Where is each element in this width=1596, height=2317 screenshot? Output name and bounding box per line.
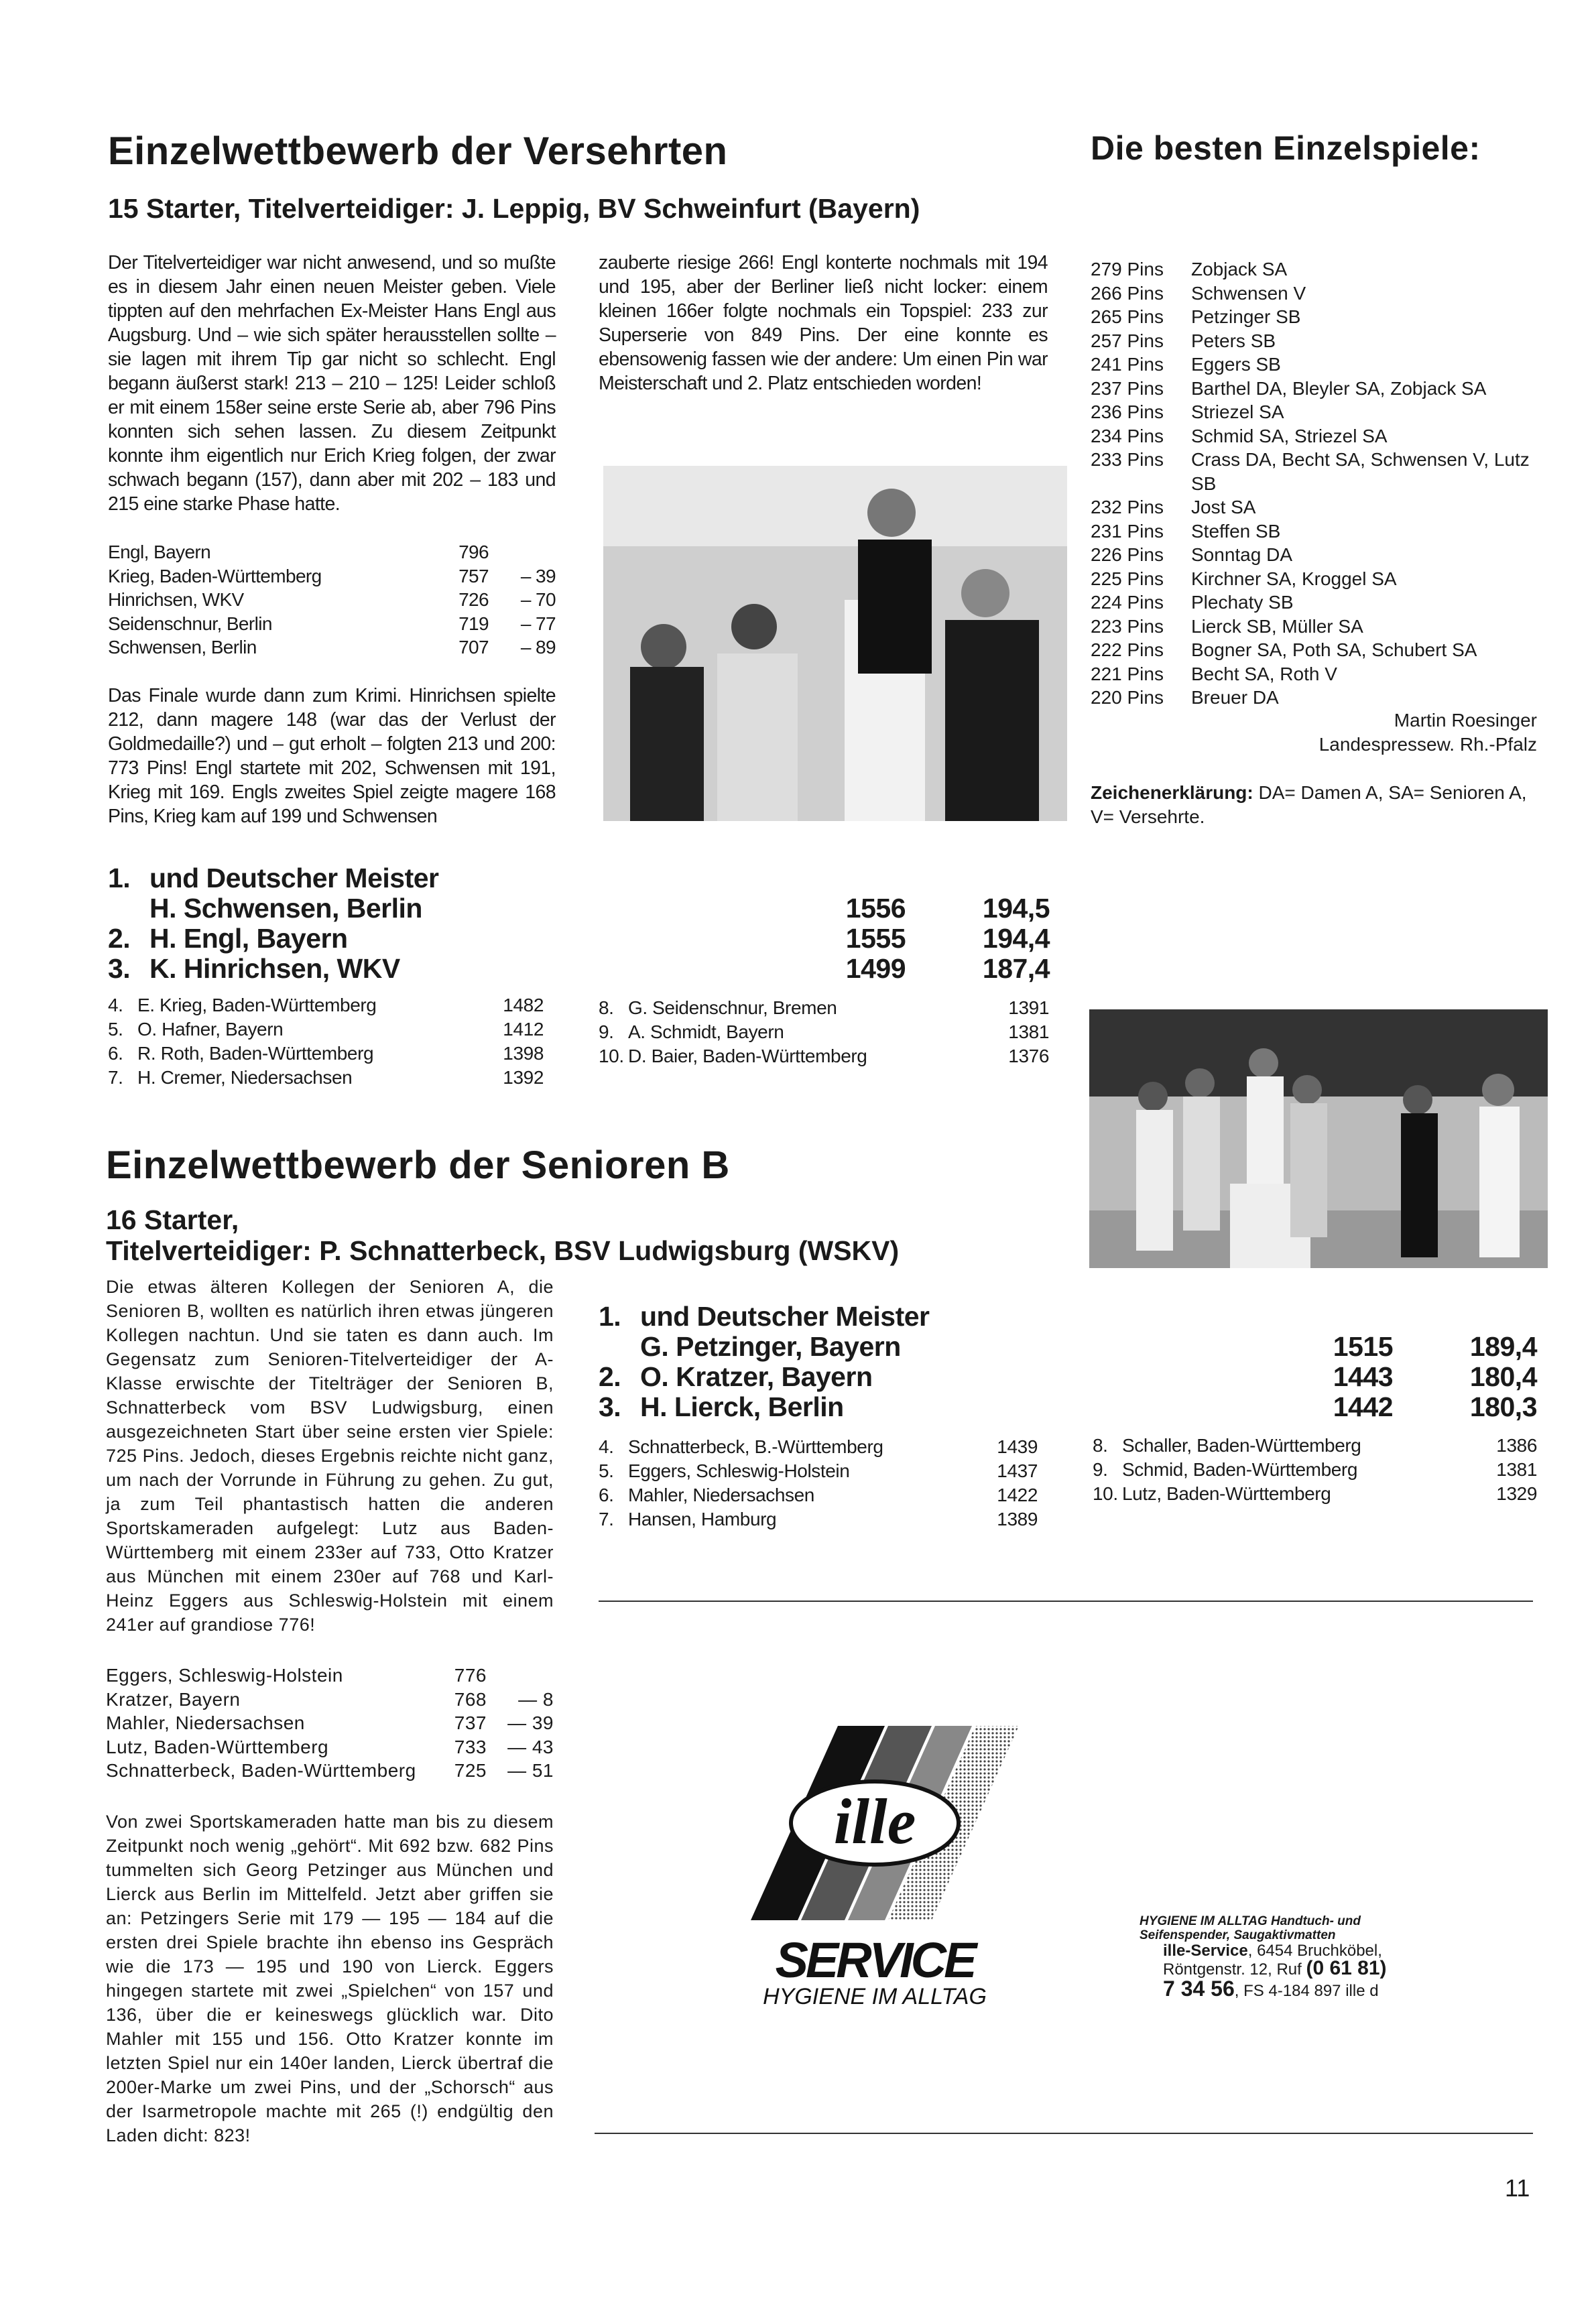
podium-name: G. Petzinger, Bayern — [640, 1331, 901, 1362]
best-game-names: Steffen SB — [1191, 520, 1281, 542]
best-game-pins: 265 Pins — [1091, 306, 1164, 327]
standing-pins: 768 — [454, 1688, 487, 1710]
standing-name: Lutz, Baden-Württemberg — [106, 1736, 329, 1757]
podium-average: 180,4 — [1469, 1361, 1537, 1392]
logo-ille-text: ille — [833, 1786, 916, 1857]
result-row — [599, 1483, 1038, 1507]
podium-score: 1442 — [1333, 1391, 1393, 1422]
best-game-names: Peters SB — [1191, 330, 1276, 351]
ad-phone-prefix: (0 61 81) — [1306, 1957, 1387, 1979]
ad-line: Röntgenstr. 12, Ruf — [1163, 1960, 1306, 1979]
standing-row — [108, 612, 556, 636]
result-name: Eggers, Schleswig-Holstein — [628, 1460, 850, 1481]
podium-row — [599, 1332, 1537, 1362]
podium-rank — [108, 893, 149, 924]
article2-title: Einzelwettbewerb der Senioren B — [106, 1143, 730, 1187]
standing-pins: 757 — [458, 565, 489, 586]
podium-average — [906, 863, 1050, 893]
article1-paragraph: zauberte riesige 266! Engl konterte nochmals mit 194 und 195, aber der Berliner ließ nicht locker: einem kleinen 166er folgte nochmals ein Topspiel: 233 zur Superserie von 849 Pins. Der eine konnte es ebensowenig fassen wie der andere: Um einen Pin war Meisterschaft und 2. Platz entschieden worden! — [599, 252, 1048, 394]
standing-diff: – 70 — [520, 589, 556, 610]
best-game-names: Bogner SA, Poth SA, Schubert SA — [1191, 639, 1477, 660]
standing-pins: 726 — [458, 589, 489, 610]
result-name: Mahler, Niedersachsen — [628, 1485, 814, 1505]
result-rank: 8. — [599, 997, 614, 1018]
best-game-row — [1091, 662, 1540, 686]
article1-title: Einzelwettbewerb der Versehrten — [108, 129, 728, 173]
result-name: G. Seidenschnur, Bremen — [628, 997, 837, 1018]
result-row — [599, 1435, 1038, 1459]
podium-row — [599, 1392, 1537, 1422]
divider — [599, 1601, 1533, 1602]
best-game-row — [1091, 519, 1540, 544]
best-game-pins: 236 Pins — [1091, 401, 1164, 422]
standing-diff: — 39 — [507, 1712, 554, 1733]
ille-logo-graphic — [737, 1719, 1026, 2007]
result-name: Hansen, Hamburg — [628, 1509, 777, 1529]
legend-text: DA= Damen A, SA= Senioren A, V= Versehrte. — [1091, 782, 1527, 827]
legend-label: Zeichenerklärung: — [1091, 782, 1253, 803]
best-game-pins: 257 Pins — [1091, 330, 1164, 351]
podium-rank: 1. — [108, 863, 131, 893]
result-row — [599, 1020, 1049, 1044]
best-game-row — [1091, 400, 1540, 424]
standing-name: Seidenschnur, Berlin — [108, 613, 272, 634]
podium-rank: 2. — [108, 923, 131, 954]
best-game-row — [1091, 686, 1540, 710]
best-game-names: Eggers SB — [1191, 354, 1281, 375]
result-rank: 9. — [1093, 1459, 1108, 1480]
result-score: 1381 — [1496, 1459, 1537, 1480]
best-game-pins: 234 Pins — [1091, 425, 1164, 446]
article2-results-left — [599, 1435, 1038, 1531]
result-rank: 5. — [108, 1019, 123, 1040]
best-game-names: Kirchner SA, Kroggel SA — [1191, 568, 1397, 589]
standing-name: Eggers, Schleswig-Holstein — [106, 1665, 343, 1686]
podium-name: H. Engl, Bayern — [149, 923, 348, 954]
best-game-row — [1091, 329, 1540, 353]
best-game-row — [1091, 353, 1540, 377]
best-game-pins: 237 Pins — [1091, 377, 1164, 399]
ad-line: , 6454 Bruchköbel, — [1247, 1942, 1382, 1960]
ad-line: , FS 4-184 897 ille d — [1234, 1982, 1379, 2000]
standing-name: Engl, Bayern — [108, 542, 211, 562]
ille-service-logo — [737, 1719, 1026, 2007]
article1-column-left — [108, 251, 556, 853]
logo-service-text: SERVICE — [775, 1932, 975, 1988]
podium-name: und Deutscher Meister — [149, 863, 439, 893]
best-game-names: Breuer DA — [1191, 687, 1279, 708]
best-game-names: Plechaty SB — [1191, 592, 1294, 613]
article1-paragraph: Das Finale wurde dann zum Krimi. Hinrichsen spielte 212, dann magere 148 (war das der Verlust der Goldmedaille?) und – gut erholt – folgten 213 und 200: 773 Pins! Engl startete mit 202, Schwensen mit 191, Krieg mit 169. Engls zweites Spiel zeigte magere 168 Pins, Krieg kam auf 199 und Schwensen — [108, 684, 556, 827]
podium-row — [108, 863, 1050, 893]
podium-rank: 3. — [108, 953, 131, 984]
result-name: H. Cremer, Niedersachsen — [137, 1067, 353, 1088]
result-name: Schmid, Baden-Württemberg — [1122, 1459, 1358, 1480]
best-game-pins: 223 Pins — [1091, 615, 1164, 637]
podium-score — [1312, 1302, 1393, 1332]
result-row — [599, 1459, 1038, 1483]
standing-row — [106, 1711, 554, 1735]
best-games-list — [1091, 257, 1540, 710]
best-game-pins: 231 Pins — [1091, 520, 1164, 542]
article1-podium — [108, 863, 1050, 984]
ad-company: ille-Service — [1163, 1942, 1248, 1960]
best-game-pins: 224 Pins — [1091, 592, 1164, 613]
standing-diff — [489, 540, 556, 564]
article2-subtitle-starters: 16 Starter, — [106, 1204, 239, 1235]
best-game-row — [1091, 377, 1540, 401]
podium-row — [599, 1302, 1537, 1332]
best-game-pins: 226 Pins — [1091, 544, 1164, 565]
result-name: Schnatterbeck, B.-Württemberg — [628, 1436, 883, 1457]
best-game-names: Striezel SA — [1191, 401, 1284, 422]
podium-score — [825, 863, 906, 893]
podium-average: 194,4 — [982, 923, 1050, 954]
result-rank: 8. — [1093, 1435, 1108, 1456]
result-name: R. Roth, Baden-Württemberg — [137, 1043, 374, 1064]
best-game-row — [1091, 424, 1540, 448]
best-game-pins: 225 Pins — [1091, 568, 1164, 589]
result-score: 1412 — [503, 1019, 544, 1040]
podium-score: 1515 — [1333, 1331, 1393, 1362]
result-rank: 5. — [599, 1460, 614, 1481]
best-game-names: Schwensen V — [1191, 282, 1306, 304]
best-game-names: Zobjack SA — [1191, 259, 1288, 279]
author-name: Martin Roesinger — [1394, 710, 1537, 731]
podium-name: H. Schwensen, Berlin — [149, 893, 422, 924]
podium-average: 187,4 — [982, 953, 1050, 984]
best-game-names: Jost SA — [1191, 497, 1256, 517]
result-score: 1422 — [997, 1485, 1038, 1505]
result-rank: 7. — [108, 1067, 123, 1088]
podium-name: K. Hinrichsen, WKV — [149, 953, 400, 984]
standing-row — [106, 1759, 554, 1783]
result-score: 1381 — [1008, 1021, 1049, 1042]
result-score: 1398 — [503, 1043, 544, 1064]
best-game-names: Lierck SB, Müller SA — [1191, 615, 1363, 637]
standing-diff: — 8 — [518, 1688, 554, 1710]
ad-phone: 7 34 56 — [1163, 1977, 1235, 2001]
standing-name: Kratzer, Bayern — [106, 1688, 241, 1710]
result-rank: 7. — [599, 1509, 614, 1529]
result-row — [108, 1066, 544, 1090]
best-game-pins: 220 Pins — [1091, 687, 1164, 708]
podium-average: 189,4 — [1469, 1331, 1537, 1362]
standing-row — [108, 540, 556, 564]
award-photo-versehrte — [603, 466, 1067, 821]
result-score: 1391 — [1008, 997, 1049, 1018]
result-row — [108, 1042, 544, 1066]
best-game-names: Schmid SA, Striezel SA — [1191, 425, 1388, 446]
result-row — [1093, 1458, 1537, 1482]
legend — [1091, 781, 1537, 828]
best-game-pins: 222 Pins — [1091, 639, 1164, 660]
best-game-pins: 221 Pins — [1091, 663, 1164, 684]
best-game-names: Crass DA, Becht SA, Schwensen V, Lutz SB — [1191, 449, 1530, 494]
standing-row — [106, 1688, 554, 1712]
podium-name: O. Kratzer, Bayern — [640, 1361, 873, 1392]
standing-row — [108, 635, 556, 660]
standing-row — [106, 1735, 554, 1759]
result-score: 1439 — [997, 1436, 1038, 1457]
result-name: O. Hafner, Bayern — [137, 1019, 284, 1040]
podium-average — [1393, 1302, 1537, 1332]
standing-name: Schnatterbeck, Baden-Württemberg — [106, 1760, 416, 1781]
best-game-row — [1091, 638, 1540, 662]
photo-image — [603, 466, 1067, 821]
result-name: Lutz, Baden-Württemberg — [1122, 1483, 1331, 1504]
best-game-pins: 279 Pins — [1091, 259, 1164, 279]
best-game-pins: 241 Pins — [1091, 354, 1164, 375]
podium-score: 1499 — [845, 953, 906, 984]
ad-contact-text — [1140, 1914, 1408, 2001]
article2-column-left — [106, 1275, 554, 2172]
standing-pins: 707 — [458, 637, 489, 657]
logo-slogan: HYGIENE IM ALLTAG — [763, 1984, 987, 2007]
best-game-names: Petzinger SB — [1191, 306, 1301, 327]
article1-subtitle: 15 Starter, Titelverteidiger: J. Leppig, BV Schweinfurt (Bayern) — [108, 193, 920, 224]
best-game-row — [1091, 615, 1540, 639]
best-game-row — [1091, 590, 1540, 615]
article2-standings — [106, 1664, 554, 1783]
result-rank: 9. — [599, 1021, 614, 1042]
result-score: 1329 — [1496, 1483, 1537, 1504]
podium-score: 1443 — [1333, 1361, 1393, 1392]
result-rank: 4. — [599, 1436, 614, 1457]
result-name: A. Schmidt, Bayern — [628, 1021, 784, 1042]
result-rank: 4. — [108, 995, 123, 1015]
standing-name: Mahler, Niedersachsen — [106, 1712, 305, 1733]
ad-line: HYGIENE IM ALLTAG Handtuch- und — [1140, 1914, 1361, 1928]
article1-results-right — [599, 996, 1049, 1068]
photo-image — [1089, 1009, 1548, 1268]
author-role: Landespressew. Rh.-Pfalz — [1318, 733, 1537, 755]
podium-row — [108, 893, 1050, 924]
best-game-row — [1091, 567, 1540, 591]
best-game-names: Barthel DA, Bleyler SA, Zobjack SA — [1191, 377, 1487, 399]
podium-average: 180,3 — [1469, 1391, 1537, 1422]
podium-row — [108, 954, 1050, 984]
result-score: 1376 — [1008, 1046, 1049, 1066]
standing-pins: 719 — [458, 613, 489, 634]
podium-rank: 3. — [599, 1391, 621, 1422]
podium-row — [108, 924, 1050, 954]
standing-diff: — 43 — [507, 1736, 554, 1757]
article2-paragraph: Von zwei Sportskameraden hatte man bis zu diesem Zeitpunkt noch wenig „gehört“. Mit 692 bzw. 682 Pins tummelten sich Georg Petzinger aus München und Lierck aus Berlin im Mittelfeld. Jetzt aber griffen sie an: Petzingers Serie mit 179 — 195 — 184 auf die ersten drei Spiele brachte ihn ebenso ins Gespräch wie die 173 — 195 und 190 von Lierck. Eggers hingegen startete mit zwei „Spielchen“ von 157 und 136, über die er keineswegs glücklich war. Dito Mahler mit 155 und 156. Otto Kratzer konnte im letzten Spiel nur ein 140er landen, Lierck übertraf die 200er-Marke um zwei Pins, und der „Schorsch“ aus der Isarmetropole machte mit 265 (!) endgültig den Laden dicht: 823! — [106, 1811, 554, 2145]
result-rank: 6. — [599, 1485, 614, 1505]
standing-diff: – 89 — [520, 637, 556, 657]
best-game-row — [1091, 257, 1540, 281]
podium-average: 194,5 — [982, 893, 1050, 924]
standing-diff: – 39 — [520, 565, 556, 586]
standing-name: Schwensen, Berlin — [108, 637, 257, 657]
author-block — [1091, 708, 1537, 756]
result-score: 1482 — [503, 995, 544, 1015]
best-game-pins: 232 Pins — [1091, 497, 1164, 517]
result-score: 1389 — [997, 1509, 1038, 1529]
standing-name: Krieg, Baden-Württemberg — [108, 565, 322, 586]
standing-pins: 733 — [454, 1736, 487, 1757]
result-score: 1437 — [997, 1460, 1038, 1481]
award-photo-senioren — [1089, 1009, 1548, 1268]
best-games-title: Die besten Einzelspiele: — [1091, 129, 1481, 167]
standing-pins: 725 — [454, 1760, 487, 1781]
article1-paragraph: Der Titelverteidiger war nicht anwesend, und so mußte es in diesem Jahr einen neuen Meister geben. Viele tippten auf den mehrfachen Ex-Meister Hans Engl aus Augsburg. Und – wie sich später herausstellen sollte – sie lagen mit ihrem Tip gar nicht so schlecht. Engl begann äußerst stark! 213 – 210 – 125! Leider schloß er mit einem 158er seine erste Serie ab, aber 796 Pins konnten sich sehen lassen. Zu diesem Zeitpunkt konnte ihm eigentlich nur Erich Krieg folgen, der zwar schwach begann (157), dann aber mit 202 – 183 und 215 eine starke Phase hatte. — [108, 252, 556, 515]
article1-column-middle — [599, 251, 1048, 420]
result-row — [1093, 1434, 1537, 1458]
best-game-row — [1091, 448, 1540, 495]
result-row — [599, 1507, 1038, 1531]
result-name: Schaller, Baden-Württemberg — [1122, 1435, 1361, 1456]
best-game-pins: 233 Pins — [1091, 449, 1164, 470]
standing-row — [106, 1664, 554, 1688]
podium-rank: 2. — [599, 1361, 621, 1392]
standing-name: Hinrichsen, WKV — [108, 589, 244, 610]
best-game-names: Sonntag DA — [1191, 544, 1292, 565]
podium-rank — [599, 1332, 640, 1362]
article2-subtitle-defender: Titelverteidiger: P. Schnatterbeck, BSV Ludwigsburg (WSKV) — [106, 1235, 900, 1266]
article2-results-right — [1093, 1434, 1537, 1506]
article2-podium — [599, 1302, 1537, 1422]
result-row — [599, 1044, 1049, 1068]
standing-pins: 737 — [454, 1712, 487, 1733]
ad-line: Seifenspender, Saugaktivmatten — [1140, 1928, 1336, 1942]
standing-diff: — 51 — [507, 1760, 554, 1781]
standing-pins: 796 — [458, 542, 489, 562]
podium-rank: 1. — [599, 1301, 621, 1332]
podium-name: und Deutscher Meister — [640, 1301, 930, 1332]
divider — [595, 2133, 1533, 2134]
article1-standings — [108, 540, 556, 660]
best-game-row — [1091, 543, 1540, 567]
best-game-pins: 266 Pins — [1091, 282, 1164, 304]
best-game-row — [1091, 495, 1540, 519]
result-rank: 6. — [108, 1043, 123, 1064]
result-rank: 10. — [599, 1046, 624, 1066]
standing-row — [108, 588, 556, 612]
article1-results-left — [108, 993, 544, 1090]
article2-paragraph: Die etwas älteren Kollegen der Senioren A, die Senioren B, wollten es natürlich ihren etwas jüngeren Kollegen nachtun. Und sie taten es dann auch. Im Gegensatz zum Senioren-Titelverteidiger der A-Klasse erwischte der Titelträger der Senioren B, Schnatterbeck vom BSV Ludwigsburg, einen ausgezeichneten Start über seine ersten vier Spiele: 725 Pins. Jedoch, dieses Ergebnis reichte nicht ganz, um nach der Vorrunde in Führung zu gehen. Zu gut, ja zum Teil phantastisch hatten die anderen Sportskameraden aufgelegt: Lutz aus Baden-Württemberg mit einem 233er auf 733, Otto Kratzer aus München mit einem 230er auf 768 und Karl-Heinz Eggers aus Schleswig-Holstein mit einem 241er auf grandiose 776! — [106, 1277, 554, 1635]
podium-score: 1555 — [845, 923, 906, 954]
result-name: D. Baier, Baden-Württemberg — [628, 1046, 867, 1066]
best-game-names: Becht SA, Roth V — [1191, 663, 1337, 684]
result-rank: 10. — [1093, 1483, 1118, 1504]
result-row — [599, 996, 1049, 1020]
podium-name: H. Lierck, Berlin — [640, 1391, 844, 1422]
standing-row — [108, 564, 556, 588]
standing-diff — [487, 1664, 554, 1688]
result-row — [108, 1017, 544, 1042]
result-score: 1392 — [503, 1067, 544, 1088]
best-game-row — [1091, 305, 1540, 329]
standing-diff: – 77 — [520, 613, 556, 634]
result-row — [1093, 1482, 1537, 1506]
podium-row — [599, 1362, 1537, 1392]
best-game-row — [1091, 281, 1540, 306]
standing-pins: 776 — [454, 1665, 487, 1686]
result-name: E. Krieg, Baden-Württemberg — [137, 995, 377, 1015]
result-score: 1386 — [1496, 1435, 1537, 1456]
page-number: 11 — [1505, 2174, 1530, 2202]
result-row — [108, 993, 544, 1017]
podium-score: 1556 — [845, 893, 906, 924]
